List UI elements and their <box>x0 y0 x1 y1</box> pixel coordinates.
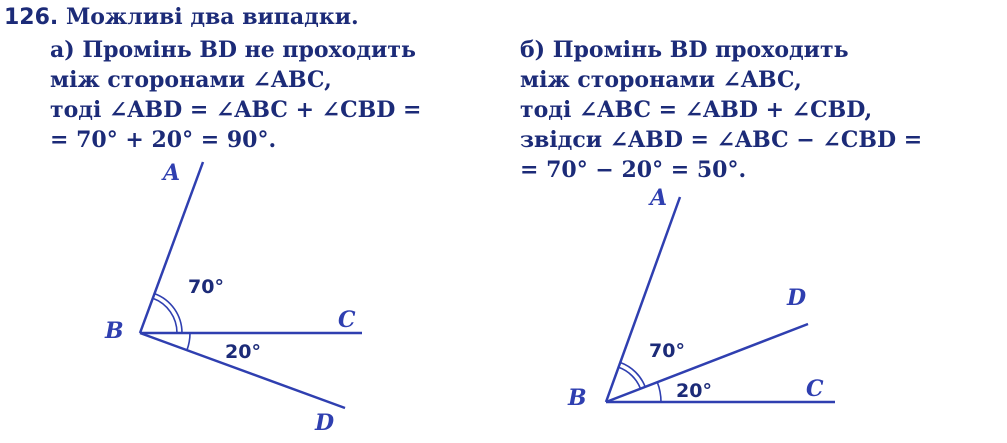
case-a-line: між сторонами ∠ABC, <box>50 67 332 93</box>
angle-arc-abd-2 <box>619 367 641 388</box>
angle-abd-label: 70° <box>649 340 685 362</box>
problem-number: 126. <box>4 5 59 30</box>
angle-arc-abc-1 <box>155 294 183 333</box>
point-d-label: D <box>315 410 335 436</box>
case-b-line: звідси ∠ABD = ∠ABC − ∠CBD = <box>520 127 923 153</box>
case-a-line: тоді ∠ABD = ∠ABC + ∠CBD = <box>50 97 422 123</box>
ray-ba <box>606 197 680 402</box>
point-b-label: B <box>105 318 124 344</box>
problem-intro: Можливі два випадки. <box>65 4 359 30</box>
case-b-line: б) Промінь BD проходить <box>520 37 849 63</box>
point-c-label: C <box>806 376 824 402</box>
case-b-line: між сторонами ∠ABC, <box>520 67 802 93</box>
angle-arc-cbd <box>187 333 190 350</box>
point-a-label: A <box>163 160 181 186</box>
point-b-label: B <box>568 385 587 411</box>
case-a-line: = 70° + 20° = 90°. <box>50 127 277 153</box>
case-a-line: а) Промінь BD не проходить <box>50 37 416 63</box>
point-d-label: D <box>787 285 807 311</box>
angle-abc-label: 70° <box>188 276 224 298</box>
ray-ba <box>140 162 203 333</box>
point-c-label: C <box>338 307 356 333</box>
point-a-label: A <box>650 185 668 211</box>
angle-dbc-label: 20° <box>676 380 712 402</box>
figure-a <box>140 162 362 408</box>
angle-cbd-label: 20° <box>225 341 261 363</box>
angle-arc-abd-1 <box>620 363 645 387</box>
angle-arc-dbc <box>657 382 661 402</box>
angle-arc-abc-2 <box>153 298 177 333</box>
case-b-line: тоді ∠ABC = ∠ABD + ∠CBD, <box>520 97 873 123</box>
case-b-line: = 70° − 20° = 50°. <box>520 157 747 183</box>
